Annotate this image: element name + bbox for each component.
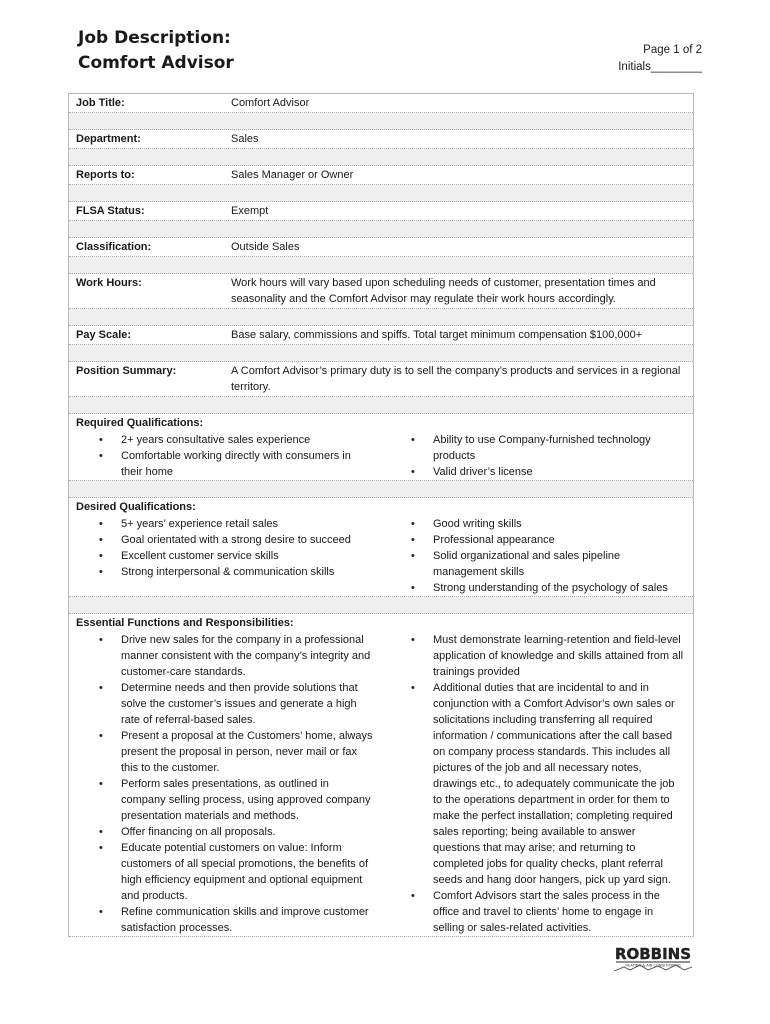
field-row-flsa-status: FLSA Status: Exempt (69, 202, 693, 221)
row-spacer (69, 113, 693, 130)
svg-text:HEATING & AIR CONDITIONING: HEATING & AIR CONDITIONING (625, 963, 681, 968)
list-item: • Comfortable working directly with consumers in their home (121, 448, 373, 480)
row-spacer (69, 257, 693, 274)
field-row-department: Department: Sales (69, 130, 693, 149)
bullet-list-left (69, 432, 381, 480)
field-row-pay-scale: Pay Scale: Base salary, commissions and spiffs. Total target minimum compensation $100,000+ (69, 326, 693, 345)
field-row-job-title: Job Title: Comfort Advisor (69, 94, 693, 113)
field-row-reports-to: Reports to: Sales Manager or Owner (69, 166, 693, 185)
list-item: • Excellent customer service skills (121, 548, 373, 564)
page-info (618, 42, 702, 76)
document-title (78, 26, 234, 76)
row-spacer (69, 397, 693, 414)
title-line-2: Comfort Advisor (78, 53, 234, 73)
list-item: • 5+ years’ experience retail sales (121, 516, 373, 532)
bullet-list-left (69, 632, 381, 936)
bullet-list-right (381, 516, 693, 596)
field-row-classification: Classification: Outside Sales (69, 238, 693, 257)
list-item: • Determine needs and then provide solutions that solve the customer’s issues and generate a high rate of referral-based sales. (121, 680, 373, 728)
row-spacer (69, 481, 693, 498)
page-number: Page 1 of 2 (643, 44, 702, 56)
list-item: • Strong understanding of the psychology of sales (433, 580, 685, 596)
essential-functions-section (69, 614, 693, 937)
company-logo (612, 944, 694, 972)
list-item: • Professional appearance (433, 532, 685, 548)
required-qualifications-section (69, 414, 693, 481)
list-item: • Strong interpersonal & communication skills (121, 564, 373, 580)
row-spacer (69, 221, 693, 238)
section-title: Essential Functions and Responsibilities: (76, 617, 294, 629)
list-item: • Goal orientated with a strong desire to succeed (121, 532, 373, 548)
list-item: • Solid organizational and sales pipeline management skills (433, 548, 685, 580)
initials-field: Initials________ (618, 61, 702, 73)
list-item: • Present a proposal at the Customers’ home, always present the proposal in person, never mail or fax this to the customer. (121, 728, 373, 776)
list-item: • Educate potential customers on value: Inform customers of all special promotions, the benefits of high efficiency equipment and optional equipment and products. (121, 840, 373, 904)
list-item: • Must demonstrate learning-retention and field-level application of knowledge and skills attained from all trainings provided (433, 632, 685, 680)
list-item: • Ability to use Company-furnished technology products (433, 432, 685, 464)
bullet-list-right (381, 432, 693, 480)
list-item: • Perform sales presentations, as outlined in company selling process, using approved company presentation materials and methods. (121, 776, 373, 824)
bullet-list-left (69, 516, 381, 596)
job-description-table (68, 93, 694, 937)
desired-qualifications-section (69, 498, 693, 597)
row-spacer (69, 309, 693, 326)
list-item: • Additional duties that are incidental to and in conjunction with a Comfort Advisor’s own sales or solicitations including transferring all required information / communications after the call based on company process standards. This includes all pictures of the job and all necessary notes, drawings etc., to adequately communicate the job to the operations department in order for them to make the perfect installation; completing required sales reporting; being available to answer questions that may arise; and returning to completed jobs for quality checks, plant referral seeds and hang door hangers, pick up yard sign. (433, 680, 685, 888)
section-title: Desired Qualifications: (76, 501, 196, 513)
row-spacer (69, 345, 693, 362)
row-spacer (69, 185, 693, 202)
svg-text:ROBBINS: ROBBINS (614, 945, 692, 963)
list-item: • Good writing skills (433, 516, 685, 532)
list-item: • 2+ years consultative sales experience (121, 432, 373, 448)
list-item: • Comfort Advisors start the sales process in the office and travel to clients’ home to engage in selling or sales-related activities. (433, 888, 685, 936)
bullet-list-right (381, 632, 693, 936)
title-line-1: Job Description: (78, 28, 231, 48)
field-row-work-hours: Work Hours: Work hours will vary based upon scheduling needs of customer, presentation times and seasonality and the Comfort Advisor may regulate their work hours accordingly. (69, 274, 693, 309)
row-spacer (69, 597, 693, 614)
list-item: • Drive new sales for the company in a professional manner consistent with the company’s integrity and customer-care standards. (121, 632, 373, 680)
list-item: • Refine communication skills and improve customer satisfaction processes. (121, 904, 373, 936)
list-item: • Offer financing on all proposals. (121, 824, 373, 840)
row-spacer (69, 149, 693, 166)
section-title: Required Qualifications: (76, 417, 204, 429)
field-row-position-summary: Position Summary: A Comfort Advisor’s primary duty is to sell the company’s products and services in a regional territory. (69, 362, 693, 397)
list-item: • Valid driver’s license (433, 464, 685, 480)
